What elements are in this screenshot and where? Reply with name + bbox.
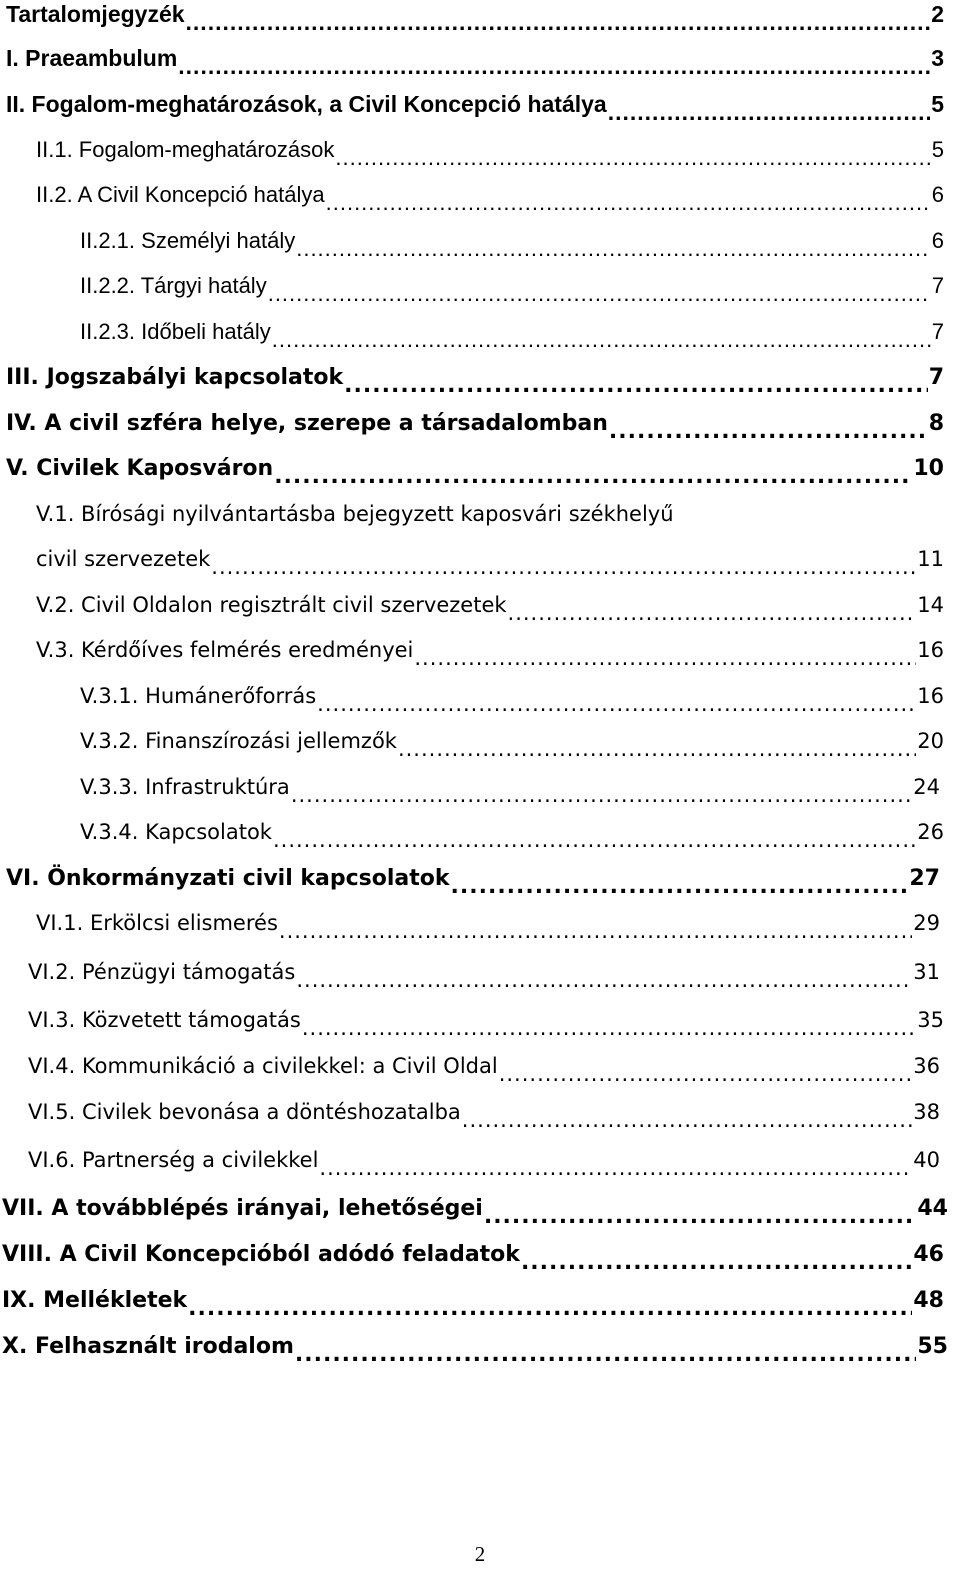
toc-entry-page: 55 [917, 1333, 948, 1359]
toc-entry-title: V. Civilek Kaposváron [6, 455, 274, 481]
toc-entry-page: 26 [917, 820, 944, 844]
leader-dots [326, 190, 931, 216]
toc-entry-page: 35 [917, 1008, 944, 1032]
toc-entry[interactable] [6, 858, 940, 898]
page-number: 2 [474, 1542, 486, 1566]
toc-entry-title: II.1. Fogalom-meghatározások [36, 137, 335, 162]
toc-entry-title: V.3.1. Humánerőforrás [80, 684, 317, 708]
toc-entry-page: 6 [931, 228, 944, 253]
toc-entry[interactable] [2, 1326, 948, 1366]
toc-entry-title: VII. A továbblépés irányai, lehetőségei [2, 1195, 483, 1221]
toc-entry[interactable] [36, 903, 940, 943]
toc-entry-page: 5 [931, 90, 944, 117]
leader-dots [484, 1204, 917, 1229]
leader-dots [186, 9, 931, 36]
leader-dots [279, 919, 912, 943]
toc-entry-page: 16 [917, 638, 944, 662]
leader-dots [414, 646, 916, 670]
toc-entry[interactable] [6, 84, 944, 124]
leader-dots [451, 874, 909, 899]
toc-entry-title: VI.6. Partnerség a civilekkel [28, 1148, 319, 1172]
leader-dots [319, 1156, 912, 1180]
toc-entry[interactable] [80, 312, 944, 352]
toc-entry-title: Tartalomjegyzék [6, 0, 185, 27]
toc-entry-title: IX. Mellékletek [2, 1287, 188, 1313]
leader-dots [335, 145, 930, 171]
toc-entry[interactable] [36, 585, 944, 625]
toc-entry-title: II.2.1. Személyi hatály [80, 228, 296, 253]
toc-entry-title: VI.3. Közvetett támogatás [28, 1008, 301, 1032]
toc-entry[interactable] [80, 721, 944, 761]
leader-dots [178, 53, 930, 80]
toc-entry[interactable] [80, 266, 944, 306]
toc-entry-page: 38 [913, 1100, 940, 1124]
toc-entry[interactable] [6, 448, 944, 488]
toc-entry-title: VI.2. Pénzügyi támogatás [28, 960, 296, 984]
toc-entry-page: 46 [913, 1241, 944, 1267]
toc-entry[interactable] [28, 1000, 944, 1040]
leader-dots [302, 1016, 916, 1040]
toc-entry-title: V.3.2. Finanszírozási jellemzők [80, 729, 397, 753]
toc-entry[interactable] [2, 1234, 944, 1274]
toc-entry-title: V.2. Civil Oldalon regisztrált civil szervezetek [36, 593, 507, 617]
toc-entry-title: II. Fogalom-meghatározások, a Civil Koncepció hatálya [6, 90, 607, 117]
toc-entry-page: 27 [909, 865, 940, 891]
toc-entry[interactable] [80, 812, 944, 852]
leader-dots [508, 601, 917, 625]
toc-entry[interactable] [80, 221, 944, 261]
toc-entry-page: 14 [917, 593, 944, 617]
toc-entry-page: 20 [917, 729, 944, 753]
toc-entry-page: 5 [931, 137, 944, 162]
leader-dots [499, 1062, 913, 1086]
toc-entry[interactable] [28, 952, 940, 992]
leader-dots [521, 1250, 912, 1275]
toc-entry[interactable] [36, 175, 944, 215]
toc-entry[interactable] [80, 676, 944, 716]
leader-dots [291, 783, 912, 807]
toc-entry-title: VI.5. Civilek bevonása a döntéshozatalba [28, 1100, 461, 1124]
toc-entry-title: VIII. A Civil Koncepcióból adódó feladatok [2, 1241, 520, 1267]
toc-entry-page: 7 [931, 273, 944, 298]
toc-entry-page: 2 [931, 0, 944, 27]
toc-entry-title: II.2.3. Időbeli hatály [80, 319, 271, 344]
leader-dots [344, 373, 928, 398]
toc-entry-page: 6 [931, 182, 944, 207]
toc-entry[interactable] [80, 767, 940, 807]
toc-entry-title: II.2. A Civil Koncepció hatálya [36, 182, 325, 207]
toc-entry-page: 40 [913, 1148, 940, 1172]
leader-dots [273, 828, 916, 852]
toc-entry[interactable] [36, 494, 944, 534]
toc-entry-title: II.2.2. Tárgyi hatály [80, 273, 267, 298]
toc-entry-page: 44 [917, 1195, 948, 1221]
toc-entry[interactable] [2, 1188, 948, 1228]
toc-entry[interactable] [6, 357, 944, 397]
toc-entry-page: 48 [913, 1287, 944, 1313]
toc-entry-page: 16 [917, 684, 944, 708]
toc-entry-title: X. Felhasznált irodalom [2, 1333, 294, 1359]
leader-dots [211, 555, 916, 579]
toc-entry-page: 11 [917, 547, 944, 571]
toc-entry-page: 7 [931, 319, 944, 344]
toc-entry-page: 3 [931, 44, 944, 71]
leader-dots [272, 327, 931, 353]
leader-dots [609, 419, 928, 444]
leader-dots [274, 464, 912, 489]
toc-entry-title: V.1. Bírósági nyilvántartásba bejegyzett kaposvári székhelyű [36, 502, 674, 526]
toc-entry-page: 36 [913, 1054, 940, 1078]
toc-entry-title: I. Praeambulum [6, 44, 178, 71]
toc-entry-title: VI.4. Kommunikáció a civilekkel: a Civil Oldal [28, 1054, 498, 1078]
toc-entry[interactable] [28, 1046, 940, 1086]
leader-dots [608, 99, 930, 126]
toc-entry-title: III. Jogszabályi kapcsolatok [6, 364, 344, 390]
toc-entry-page: 29 [913, 911, 940, 935]
toc-entry-page: 24 [913, 775, 940, 799]
toc-entry-title: VI. Önkormányzati civil kapcsolatok [6, 865, 450, 891]
toc-entry-page: 31 [913, 960, 940, 984]
toc-entry[interactable] [28, 1140, 940, 1180]
leader-dots [188, 1296, 912, 1321]
toc-entry[interactable] [36, 539, 944, 579]
toc-entry-title: V.3. Kérdőíves felmérés eredményei [36, 638, 414, 662]
leader-dots [398, 737, 916, 761]
toc-entry-title: V.3.3. Infrastruktúra [80, 775, 290, 799]
toc-entry-page: 10 [913, 455, 944, 481]
leader-dots [296, 968, 912, 992]
leader-dots [296, 236, 931, 262]
toc-entry-title: civil szervezetek [36, 547, 211, 571]
leader-dots [295, 1342, 916, 1367]
leader-dots [268, 281, 931, 307]
toc-entry-title: V.3.4. Kapcsolatok [80, 820, 272, 844]
toc-entry[interactable] [2, 1280, 944, 1320]
toc-entry[interactable] [6, 403, 944, 443]
toc-entry[interactable] [6, 0, 944, 34]
toc-entry-title: IV. A civil szféra helye, szerepe a társadalomban [6, 410, 608, 436]
toc-entry-page: 7 [928, 364, 944, 390]
toc-entry[interactable] [36, 130, 944, 170]
leader-dots [462, 1108, 912, 1132]
toc-entry[interactable] [6, 38, 944, 78]
leader-dots [317, 692, 916, 716]
toc-entry[interactable] [36, 630, 944, 670]
toc-entry-page: 8 [928, 410, 944, 436]
toc-entry-title: VI.1. Erkölcsi elismerés [36, 911, 278, 935]
toc-entry[interactable] [28, 1092, 940, 1132]
